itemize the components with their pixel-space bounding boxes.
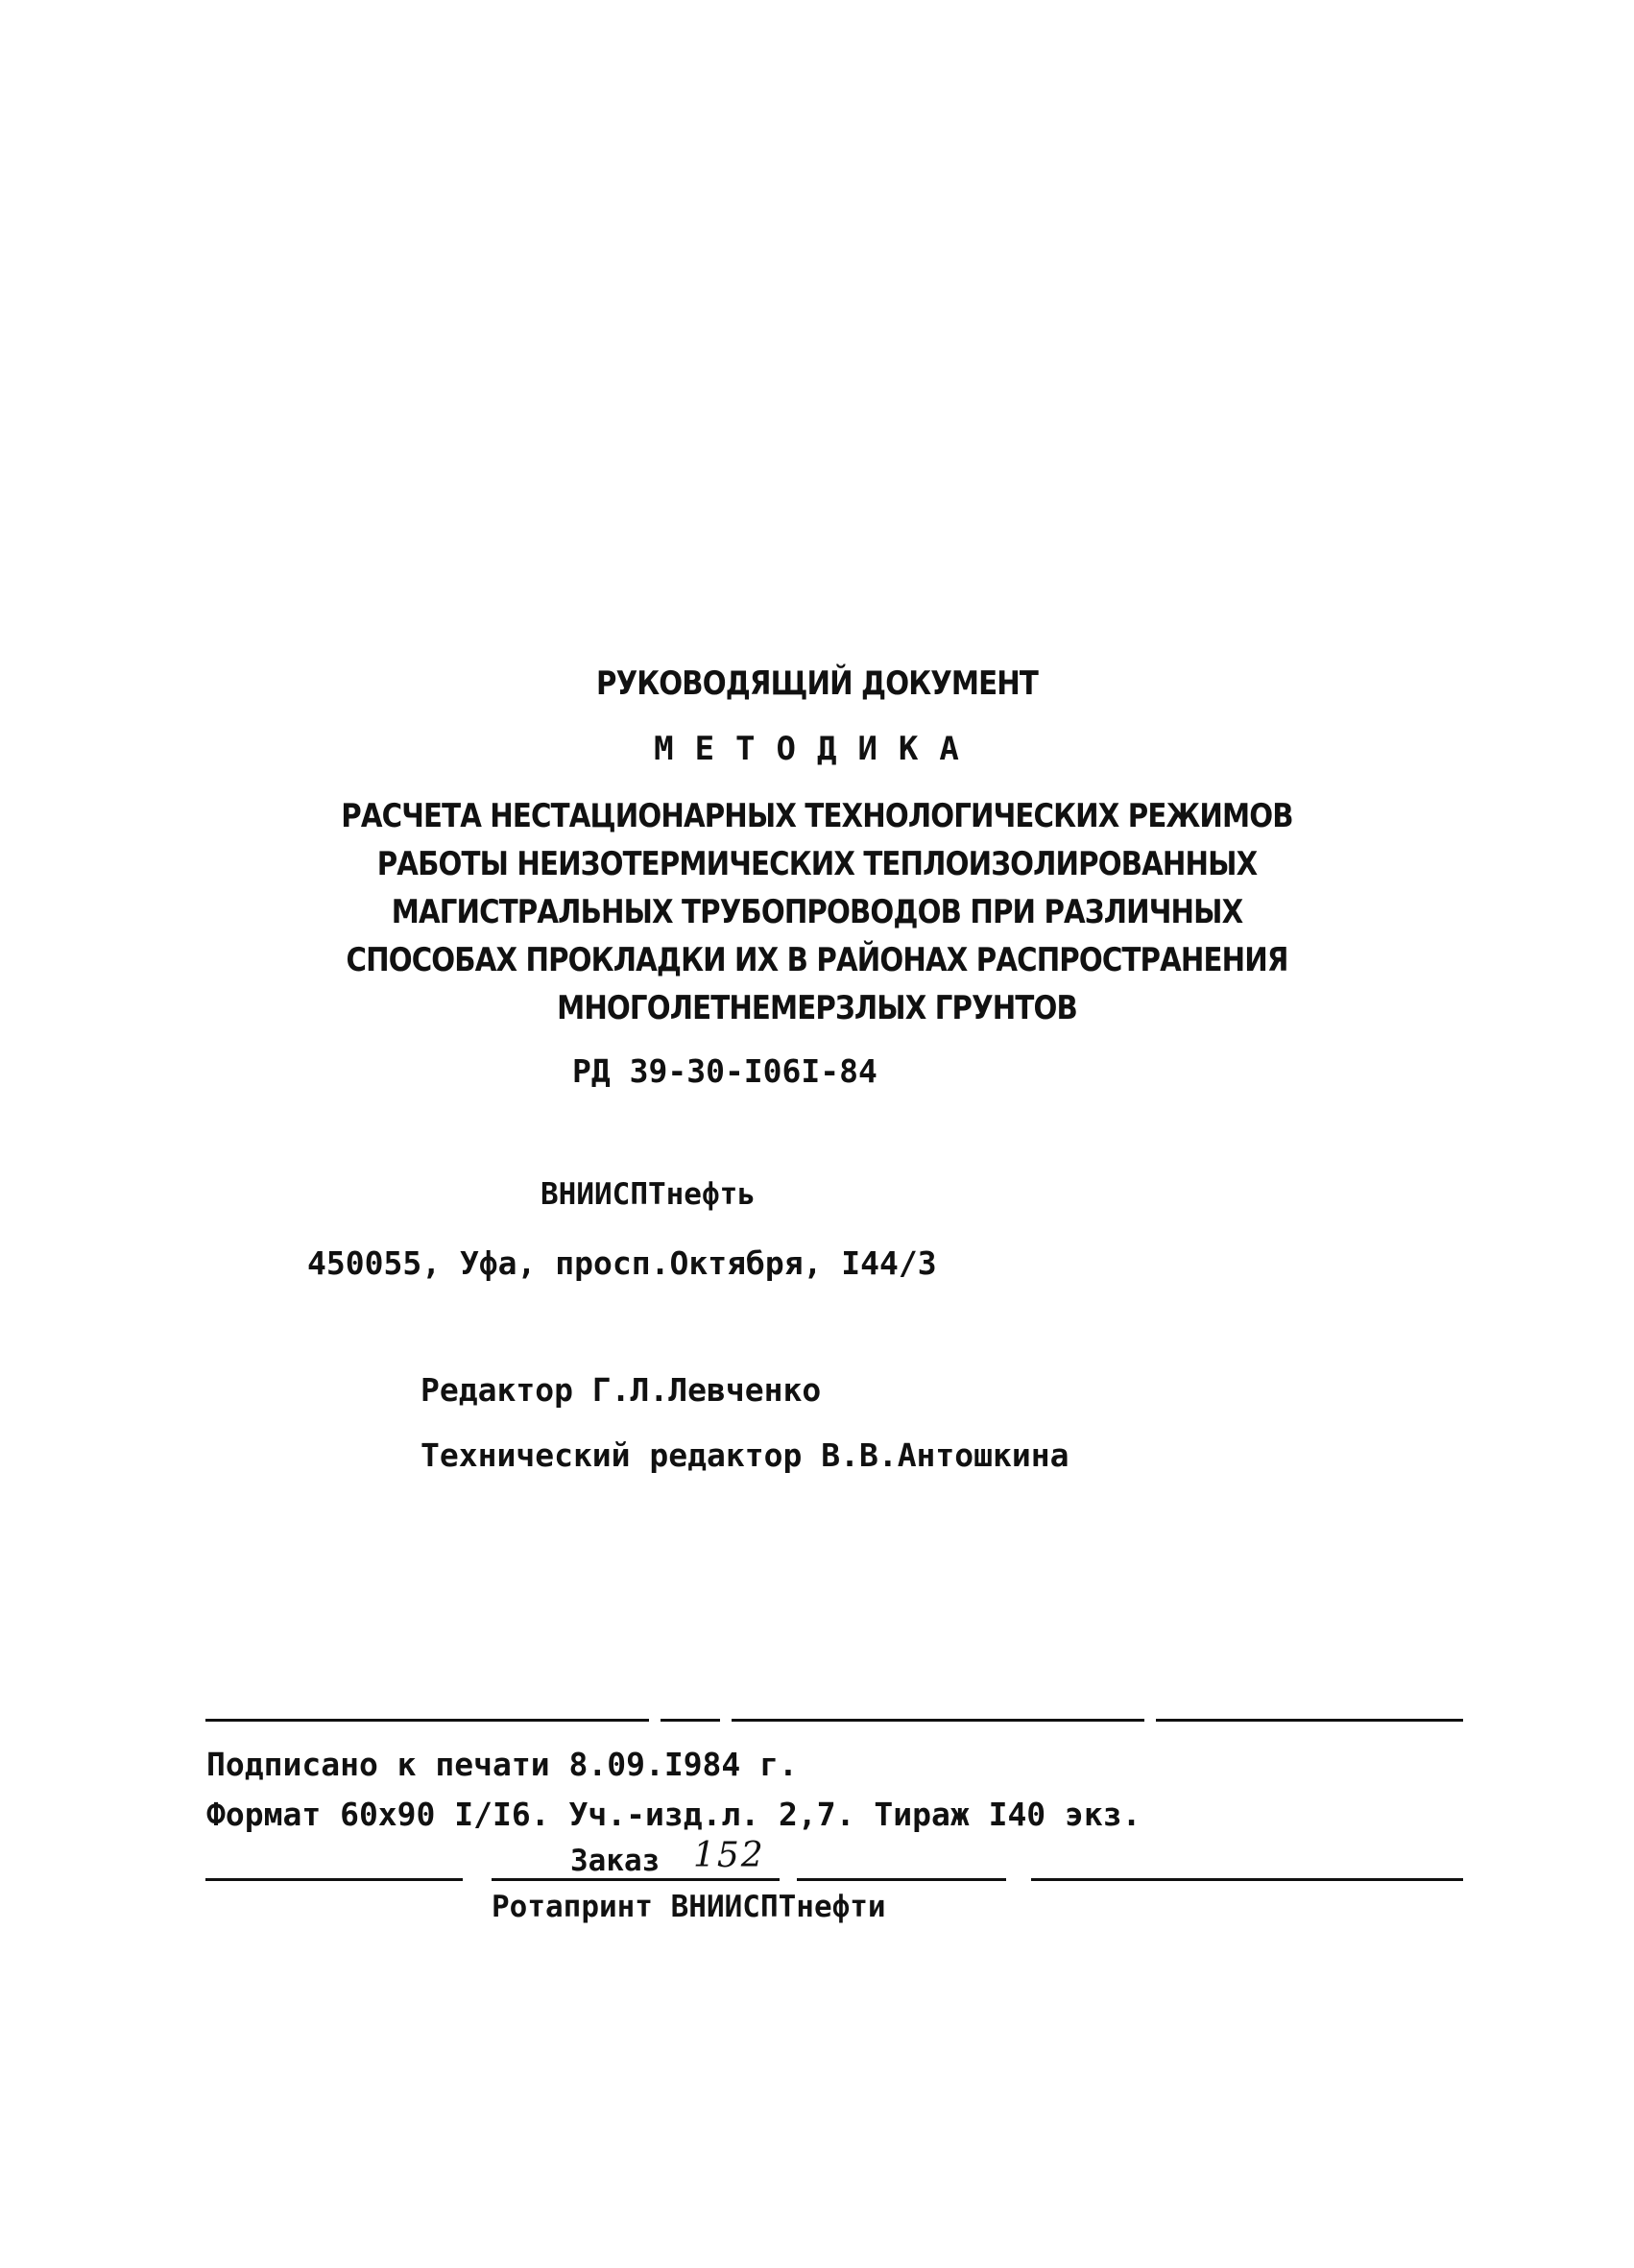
document-code: РД 39-30-I06I-84 (572, 1052, 877, 1090)
publisher-org: ВНИИСПТнефть (541, 1177, 756, 1212)
technical-editor-credit: Технический редактор В.В.Антошкина (421, 1436, 1069, 1474)
editor-credit: Редактор Г.Л.Левченко (421, 1371, 822, 1409)
order-label: Заказ (570, 1844, 661, 1878)
print-format: Формат 60х90 I/I6. Уч.-изд.л. 2,7. Тираж I40 экз. (206, 1796, 1141, 1833)
publisher-address: 450055, Уфа, просп.Октября, I44/3 (307, 1244, 937, 1282)
signed-date: Подписано к печати 8.09.I984 г. (206, 1746, 798, 1783)
title-line-4: СПОСОБАХ ПРОКЛАДКИ ИХ В РАЙОНАХ РАСПРОСТРАНЕНИЯ (346, 941, 1288, 979)
title-line-5: МНОГОЛЕТНЕМЕРЗЛЫХ ГРУНТОВ (557, 989, 1077, 1027)
title-line-2: РАБОТЫ НЕИЗОТЕРМИЧЕСКИХ ТЕПЛОИЗОЛИРОВАННЫХ (376, 845, 1258, 883)
method-heading: МЕТОДИКА (654, 730, 980, 768)
order-number: 152 (693, 1836, 765, 1875)
title-line-3: МАГИСТРАЛЬНЫХ ТРУБОПРОВОДОВ ПРИ РАЗЛИЧНЫХ (391, 893, 1243, 931)
title-line-1: РАСЧЕТА НЕСТАЦИОНАРНЫХ ТЕХНОЛОГИЧЕСКИХ РЕЖИМОВ (341, 797, 1293, 835)
doc-type-heading: РУКОВОДЯЩИЙ ДОКУМЕНТ (596, 664, 1038, 703)
printer-name: Ротапринт ВНИИСПТнефти (492, 1890, 886, 1924)
